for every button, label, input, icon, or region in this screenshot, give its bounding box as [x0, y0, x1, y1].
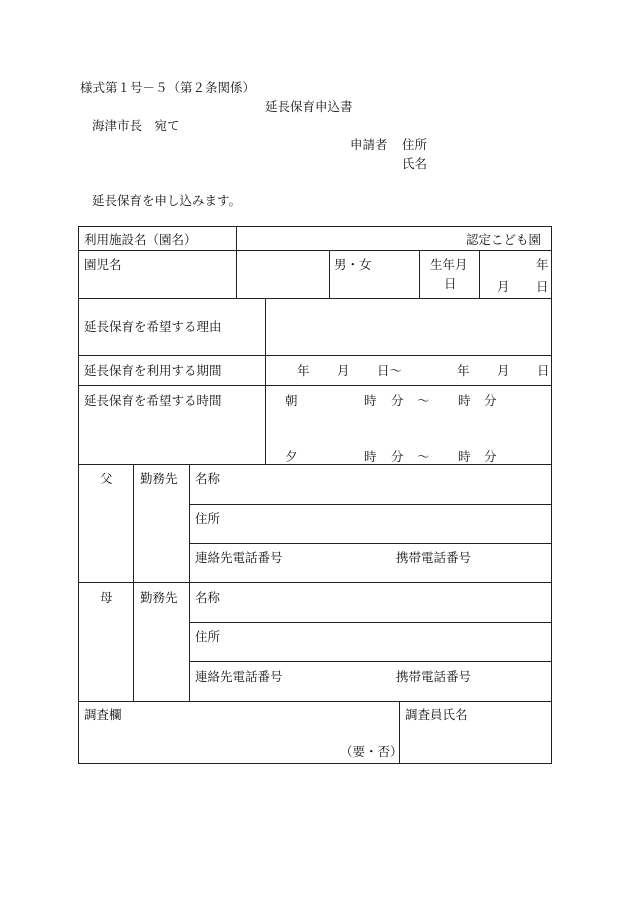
father-work-address-label: 住所 [195, 511, 221, 526]
time-label: 延長保育を希望する時間 [84, 393, 222, 408]
birth-day-unit: 日 [536, 279, 549, 294]
survey-options[interactable]: （要・否） [340, 744, 403, 759]
reason-label: 延長保育を希望する理由 [84, 319, 222, 334]
morning-hour-unit: 時 [364, 393, 377, 408]
evening-hour-unit: 時 [364, 449, 377, 464]
facility-value[interactable]: 認定こども園 [466, 232, 542, 247]
form-number: 様式第１号－５（第２条関係） [80, 80, 256, 95]
father-contact-phone-label: 連絡先電話番号 [195, 550, 283, 565]
mother-work-address-label: 住所 [195, 629, 221, 644]
form-title: 延長保育申込書 [265, 99, 353, 114]
morning-label: 朝 [285, 393, 298, 408]
morning-end-hour-unit: 時 [458, 393, 471, 408]
birth-year-unit: 年 [536, 257, 549, 272]
evening-end-minute-unit: 分 [484, 449, 497, 464]
mother-label: 母 [100, 590, 113, 605]
period-label: 延長保育を利用する期間 [84, 363, 222, 378]
mother-workplace-label: 勤務先 [140, 590, 178, 605]
birth-label-2: 日 [444, 276, 457, 291]
mother-work-name-label: 名称 [195, 590, 221, 605]
period-start-year: 年 [297, 363, 310, 378]
mother-mobile-phone-label: 携帯電話番号 [396, 669, 472, 684]
period-start-day: 日～ [377, 363, 403, 378]
intro-text: 延長保育を申し込みます。 [92, 193, 242, 208]
father-mobile-phone-label: 携帯電話番号 [396, 550, 472, 565]
evening-minute-unit: 分 [391, 449, 404, 464]
morning-minute-unit: 分 [391, 393, 404, 408]
facility-label: 利用施設名（園名） [84, 232, 197, 247]
period-start-month: 月 [337, 363, 350, 378]
mother-contact-phone-label: 連絡先電話番号 [195, 669, 283, 684]
evening-tilde: ～ [417, 449, 430, 464]
applicant-label: 申請者 [350, 137, 388, 152]
period-end-month: 月 [497, 363, 510, 378]
addressee: 海津市長 宛て [92, 118, 180, 133]
birth-month-unit: 月 [497, 279, 510, 294]
child-name-label: 園児名 [84, 257, 122, 272]
birth-label-1: 生年月 [430, 257, 468, 272]
period-end-day: 日 [537, 363, 550, 378]
gender-label[interactable]: 男・女 [334, 257, 372, 272]
period-end-year: 年 [457, 363, 470, 378]
applicant-name-label: 氏名 [402, 156, 428, 171]
father-work-name-label: 名称 [195, 471, 221, 486]
evening-end-hour-unit: 時 [458, 449, 471, 464]
morning-tilde: ～ [417, 393, 430, 408]
survey-label: 調査欄 [84, 707, 122, 722]
evening-label: 夕 [285, 449, 298, 464]
applicant-address-label: 住所 [402, 137, 428, 152]
father-workplace-label: 勤務先 [140, 471, 178, 486]
surveyor-label: 調査員氏名 [405, 707, 468, 722]
morning-end-minute-unit: 分 [484, 393, 497, 408]
father-label: 父 [100, 471, 113, 486]
